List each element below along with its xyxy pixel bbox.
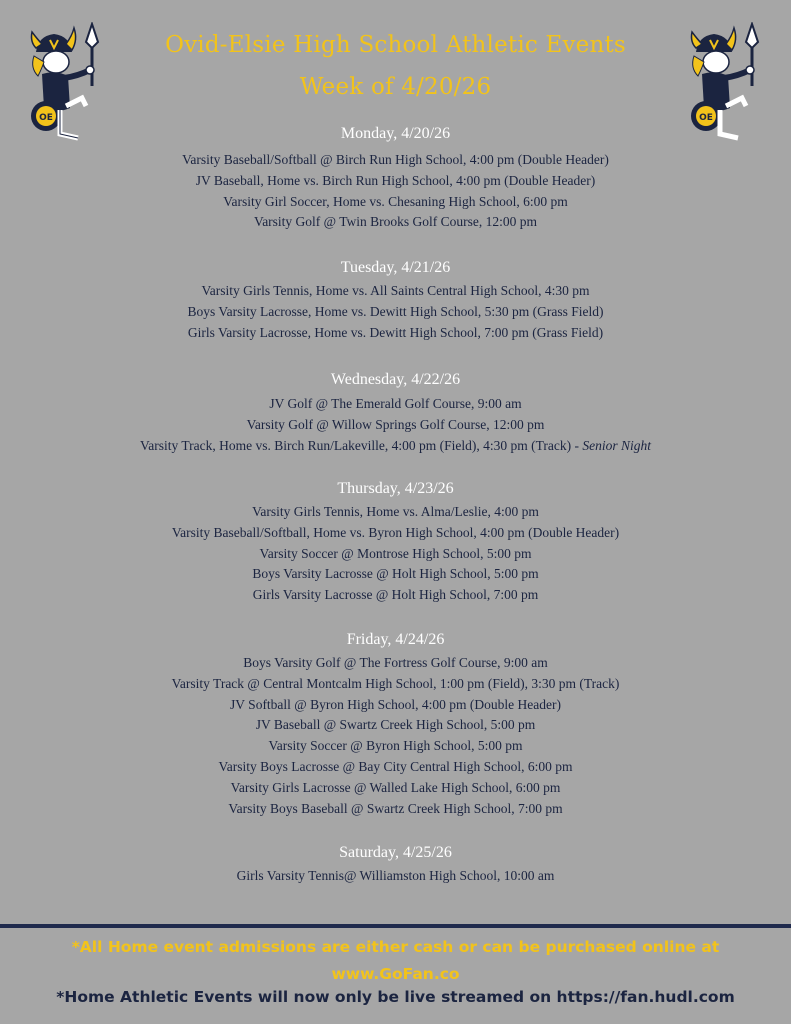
svg-text:OE: OE — [699, 113, 713, 123]
day-heading-saturday: Saturday, 4/25/26 — [339, 844, 452, 861]
footer-divider — [0, 924, 791, 928]
event-item: Varsity Boys Lacrosse @ Bay City Central High School, 6:00 pm — [218, 758, 573, 774]
streaming-note: *Home Athletic Events will now only be live streamed on https://fan.hudl.com — [56, 988, 735, 1006]
event-list-thursday — [0, 502, 791, 606]
event-item: Girls Varsity Lacrosse @ Holt High School, 7:00 pm — [252, 587, 539, 603]
event-item: Varsity Girl Soccer, Home vs. Chesaning High School, 6:00 pm — [223, 193, 568, 209]
event-item: Varsity Girls Tennis, Home vs. All Saints Central High School, 4:30 pm — [201, 283, 590, 298]
event-item: Girls Varsity Tennis@ Williamston High School, 10:00 am — [236, 868, 555, 883]
senior-night-label: Senior Night — [582, 437, 651, 453]
event-item: JV Baseball, Home vs. Birch Run High School, 4:00 pm (Double Header) — [195, 172, 596, 188]
event-item: Varsity Baseball/Softball, Home vs. Byron High School, 4:00 pm (Double Header) — [171, 524, 620, 540]
event-item: Varsity Soccer @ Montrose High School, 5:00 pm — [259, 545, 532, 561]
event-item: Varsity Girls Lacrosse @ Walled Lake High School, 6:00 pm — [230, 779, 561, 795]
event-item — [0, 436, 791, 457]
day-heading-monday: Monday, 4/20/26 — [340, 125, 451, 142]
event-text: Varsity Track, Home vs. Birch Run/Lakeville, 4:00 pm (Field), 4:30 pm (Track) - — [140, 437, 583, 453]
event-list-monday — [0, 150, 791, 233]
event-item: Varsity Boys Baseball @ Swartz Creek High School, 7:00 pm — [228, 800, 563, 816]
gofan-link[interactable]: www.GoFan.co — [331, 965, 460, 983]
admissions-text: *All Home event admissions are either cash or can be purchased online at — [71, 938, 720, 956]
event-list-friday — [0, 653, 791, 819]
event-item: Boys Varsity Lacrosse, Home vs. Dewitt High School, 5:30 pm (Grass Field) — [187, 303, 604, 319]
event-item: JV Softball @ Byron High School, 4:00 pm (Double Header) — [230, 696, 561, 712]
event-item: Girls Varsity Lacrosse, Home vs. Dewitt High School, 7:00 pm (Grass Field) — [187, 324, 604, 340]
page-subtitle: Week of 4/20/26 — [299, 74, 492, 100]
day-heading-tuesday: Tuesday, 4/21/26 — [340, 259, 451, 276]
event-item: JV Baseball @ Swartz Creek High School, 5:00 pm — [255, 717, 536, 733]
event-item: Boys Varsity Golf @ The Fortress Golf Course, 9:00 am — [243, 655, 548, 670]
event-list-saturday — [0, 866, 791, 887]
event-item: Varsity Soccer @ Byron High School, 5:00 pm — [268, 738, 523, 754]
event-list-tuesday — [0, 281, 791, 343]
event-list-wednesday — [0, 394, 791, 456]
day-heading-thursday: Thursday, 4/23/26 — [337, 480, 454, 497]
day-heading-wednesday: Wednesday, 4/22/26 — [330, 371, 461, 388]
event-item: Boys Varsity Lacrosse @ Holt High School, 5:00 pm — [252, 566, 539, 582]
page-title: Ovid-Elsie High School Athletic Events — [165, 32, 626, 58]
day-heading-friday: Friday, 4/24/26 — [346, 631, 445, 648]
event-item: Varsity Baseball/Softball @ Birch Run High School, 4:00 pm (Double Header) — [182, 152, 609, 167]
svg-text:OE: OE — [39, 113, 53, 123]
event-item: Varsity Track @ Central Montcalm High School, 1:00 pm (Field), 3:30 pm (Track) — [171, 675, 620, 691]
event-item: Varsity Golf @ Willow Springs Golf Course, 12:00 pm — [246, 416, 545, 432]
event-item: Varsity Girls Tennis, Home vs. Alma/Leslie, 4:00 pm — [252, 504, 539, 519]
event-item: Varsity Golf @ Twin Brooks Golf Course, 12:00 pm — [253, 214, 538, 230]
event-item: JV Golf @ The Emerald Golf Course, 9:00 am — [269, 396, 522, 411]
admissions-note — [0, 934, 791, 988]
